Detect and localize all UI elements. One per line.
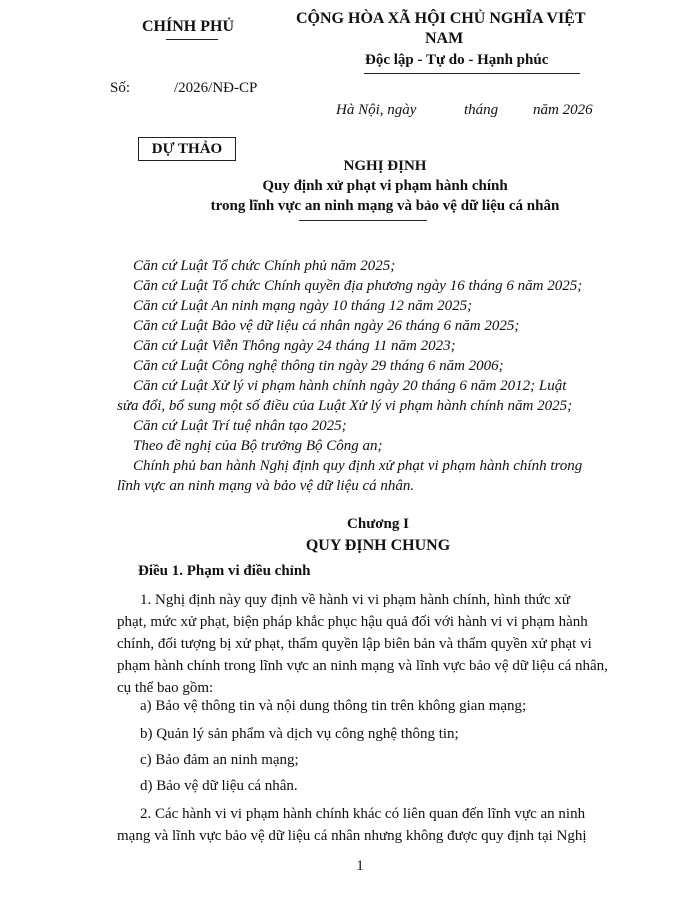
legal-basis-4: Căn cứ Luật Bảo vệ dữ liệu cá nhân ngày 26 tháng 6 năm 2025; — [133, 318, 520, 334]
legal-basis-8: Căn cứ Luật Trí tuệ nhân tạo 2025; — [133, 418, 347, 434]
document-number: /2026/NĐ-CP — [174, 80, 258, 96]
draft-label: DỰ THẢO — [151, 141, 223, 157]
legal-basis-3: Căn cứ Luật An ninh mạng ngày 10 tháng 12 năm 2025; — [133, 298, 473, 314]
motto: Độc lập - Tự do - Hạnh phúc — [365, 52, 549, 68]
agency-name: CHÍNH PHỦ — [142, 18, 234, 35]
article-1-clause-2-line2: mạng và lĩnh vực bảo vệ dữ liệu cá nhân nhưng không được quy định tại Nghị — [117, 828, 587, 844]
article-1-item-a: a) Bảo vệ thông tin và nội dung thông tin trên không gian mạng; — [140, 698, 527, 714]
legal-basis-7-cont: sửa đổi, bổ sung một số điều của Luật Xử lý vi phạm hành chính năm 2025; — [117, 398, 573, 414]
document-type: NGHỊ ĐỊNH — [343, 158, 427, 174]
article-1-clause-1-line2: phạt, mức xử phạt, biện pháp khắc phục hậu quả đối với hành vi vi phạm hành — [117, 614, 588, 630]
document-subject-line2: trong lĩnh vực an ninh mạng và bảo vệ dữ liệu cá nhân — [210, 198, 560, 214]
article-1-clause-1-line4: phạm hành chính trong lĩnh vực an ninh mạng và lĩnh vực bảo vệ dữ liệu cá nhân, — [117, 658, 608, 674]
country-name-line1: CỘNG HÒA XÃ HỘI CHỦ NGHĨA VIỆT — [296, 10, 586, 27]
legal-basis-6: Căn cứ Luật Công nghệ thông tin ngày 29 tháng 6 năm 2006; — [133, 358, 504, 374]
place-date-place: Hà Nội, ngày — [336, 102, 417, 118]
article-1-clause-2-line1: 2. Các hành vi vi phạm hành chính khác có liên quan đến lĩnh vực an ninh — [140, 806, 586, 822]
article-1-heading: Điều 1. Phạm vi điều chỉnh — [138, 563, 311, 579]
legal-basis-2: Căn cứ Luật Tổ chức Chính quyền địa phương ngày 16 tháng 6 năm 2025; — [133, 278, 583, 294]
agency-underline — [166, 39, 218, 40]
article-1-item-b: b) Quản lý sản phẩm và dịch vụ công nghệ thông tin; — [140, 726, 459, 742]
page-number: 1 — [356, 858, 364, 874]
article-1-item-d: d) Bảo vệ dữ liệu cá nhân. — [140, 778, 298, 794]
article-1-clause-1-line1: 1. Nghị định này quy định về hành vi vi phạm hành chính, hình thức xử — [140, 592, 570, 608]
article-1-clause-1-line3: chính, đối tượng bị xử phạt, thẩm quyền lập biên bản và thẩm quyền xử phạt vi — [117, 636, 592, 652]
motto-underline — [364, 73, 580, 74]
article-1-clause-1-line5: cụ thể bao gồm: — [117, 680, 214, 696]
legal-basis-1: Căn cứ Luật Tổ chức Chính phủ năm 2025; — [133, 258, 396, 274]
title-underline — [299, 220, 427, 221]
place-date-month: tháng — [464, 102, 499, 118]
article-1-item-c: c) Bảo đảm an ninh mạng; — [140, 752, 299, 768]
enactment-line1: Chính phủ ban hành Nghị định quy định xử phạt vi phạm hành chính trong — [133, 458, 583, 474]
chapter-title: QUY ĐỊNH CHUNG — [305, 537, 451, 554]
document-subject-line1: Quy định xử phạt vi phạm hành chính — [262, 178, 508, 194]
enactment-line2: lĩnh vực an ninh mạng và bảo vệ dữ liệu cá nhân. — [117, 478, 415, 494]
place-date-year: năm 2026 — [533, 102, 593, 118]
proposal-line: Theo đề nghị của Bộ trưởng Bộ Công an; — [133, 438, 383, 454]
document-number-label: Số: — [110, 80, 131, 96]
country-name-line2: NAM — [425, 30, 464, 47]
legal-basis-5: Căn cứ Luật Viễn Thông ngày 24 tháng 11 năm 2023; — [133, 338, 456, 354]
chapter-number: Chương I — [347, 516, 409, 532]
legal-basis-7: Căn cứ Luật Xử lý vi phạm hành chính ngày 20 tháng 6 năm 2012; Luật — [133, 378, 567, 394]
